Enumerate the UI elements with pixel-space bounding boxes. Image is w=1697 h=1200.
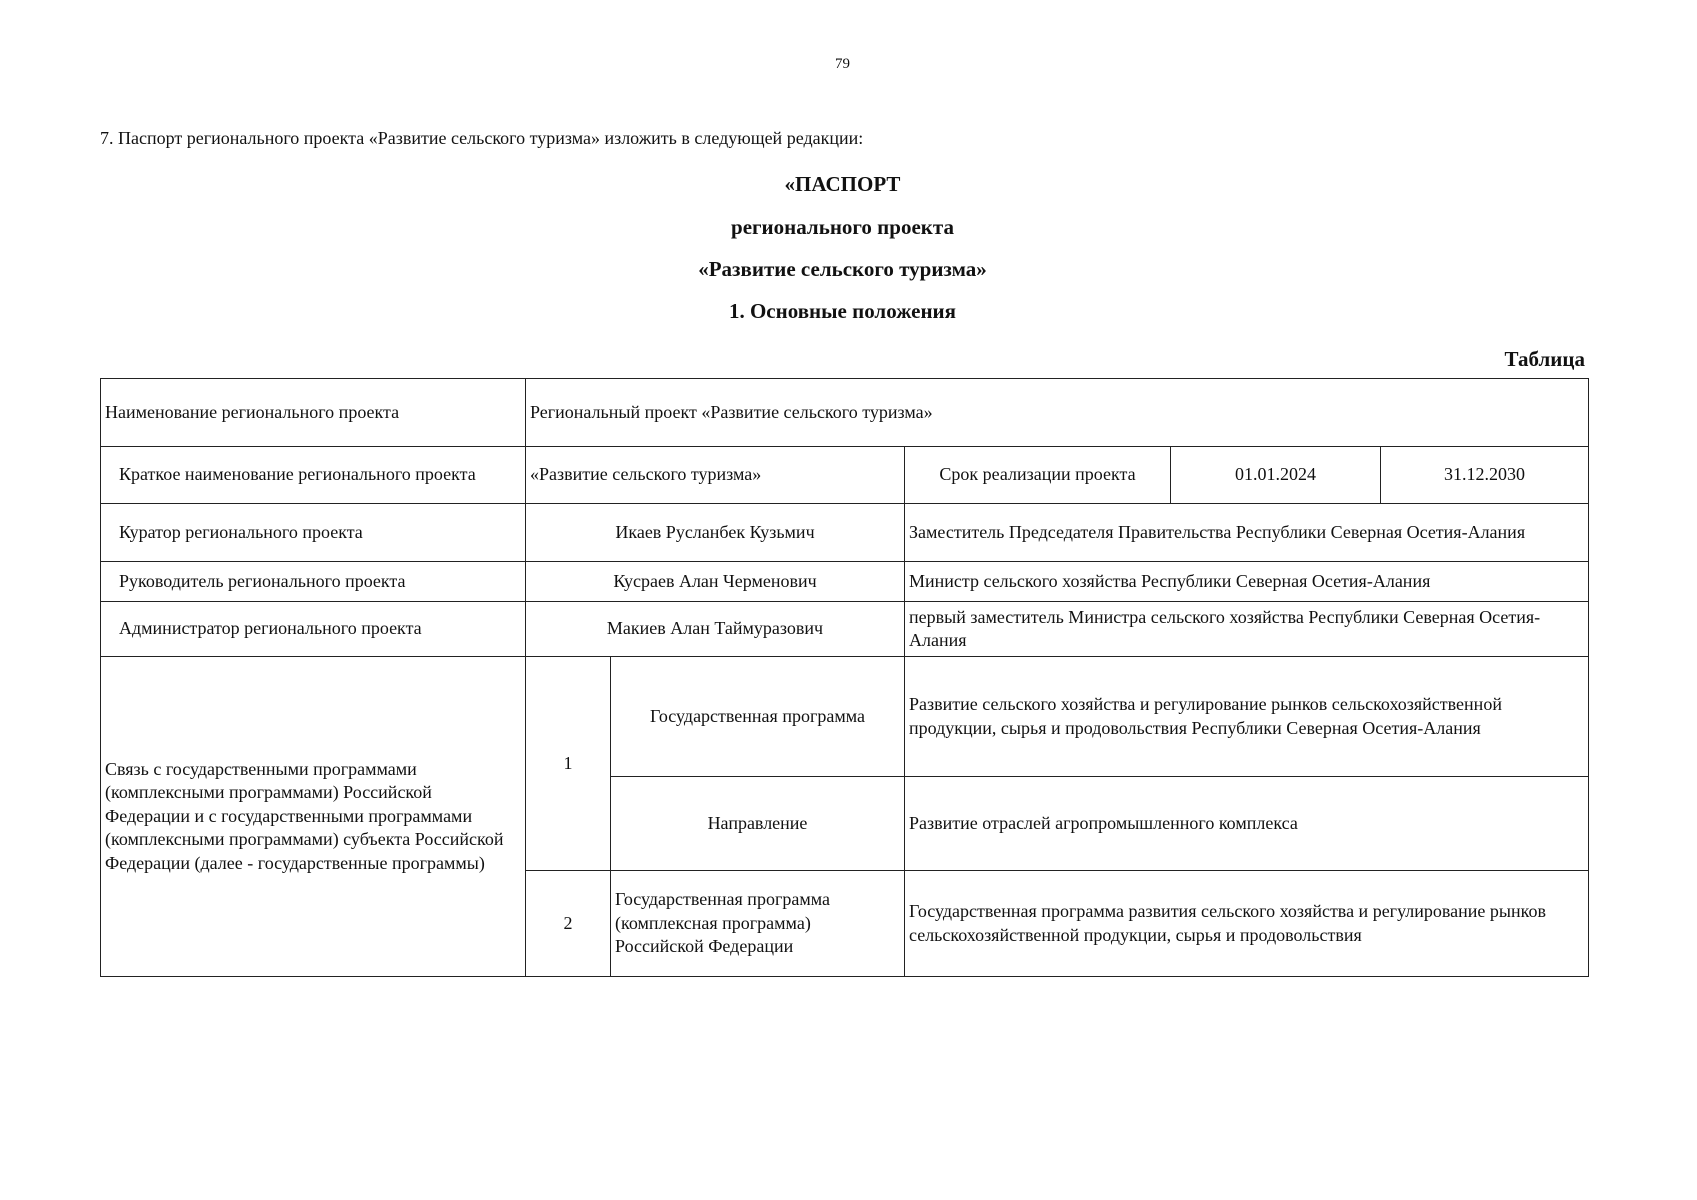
head-name: Кусраев Алан Черменович (526, 562, 905, 602)
project-name-value: Региональный проект «Развитие сельского туризма» (526, 379, 1589, 447)
table-caption: Таблица (1504, 347, 1585, 371)
table-row (101, 504, 1589, 562)
title-passport: «ПАСПОРТ (784, 172, 901, 196)
link-1-program-value: Развитие сельского хозяйства и регулирование рынков сельскохозяйственной продукции, сырья и продовольствия Республики Северная Осетия-Алания (905, 657, 1589, 777)
title-regional-project: регионального проекта (731, 215, 954, 239)
page-number: 79 (835, 56, 850, 72)
program-links-label: Связь с государственными программами (комплексными программами) Российской Федерации и с государственными программами (комплексными программами) субъекта Российской Федерации (далее - государственные программы) (101, 657, 526, 977)
link-2-program-value: Государственная программа развития сельского хозяйства и регулирование рынков сельскохозяйственной продукции, сырья и продовольствия (905, 871, 1589, 977)
curator-position: Заместитель Председателя Правительства Республики Северная Осетия-Алания (905, 504, 1589, 562)
term-label: Срок реализации проекта (905, 447, 1171, 504)
curator-label: Куратор регионального проекта (101, 504, 526, 562)
link-1-number: 1 (526, 657, 611, 871)
admin-position: первый заместитель Министра сельского хозяйства Республики Северная Осетия-Алания (905, 602, 1589, 657)
short-name-value: «Развитие сельского туризма» (526, 447, 905, 504)
link-2-program-label: Государственная программа (комплексная программа) Российской Федерации (611, 871, 905, 977)
table-row (101, 657, 1589, 777)
curator-name: Икаев Русланбек Кузьмич (526, 504, 905, 562)
link-1-direction-value: Развитие отраслей агропромышленного комплекса (905, 777, 1589, 871)
link-2-number: 2 (526, 871, 611, 977)
short-name-label: Краткое наименование регионального проекта (101, 447, 526, 504)
term-start: 01.01.2024 (1171, 447, 1381, 504)
project-name-label: Наименование регионального проекта (101, 379, 526, 447)
table-row (101, 447, 1589, 504)
table-row (101, 562, 1589, 602)
table-row (101, 602, 1589, 657)
admin-label: Администратор регионального проекта (101, 602, 526, 657)
admin-name: Макиев Алан Таймуразович (526, 602, 905, 657)
table-row (101, 379, 1589, 447)
head-label: Руководитель регионального проекта (101, 562, 526, 602)
intro-paragraph: 7. Паспорт регионального проекта «Развитие сельского туризма» изложить в следующей редакции: (100, 128, 864, 148)
term-end: 31.12.2030 (1381, 447, 1589, 504)
head-position: Министр сельского хозяйства Республики Северная Осетия-Алания (905, 562, 1589, 602)
link-1-direction-label: Направление (611, 777, 905, 871)
title-project-name: «Развитие сельского туризма» (698, 257, 987, 281)
section-title: 1. Основные положения (728, 299, 957, 323)
link-1-program-label: Государственная программа (611, 657, 905, 777)
passport-table (100, 378, 1589, 977)
